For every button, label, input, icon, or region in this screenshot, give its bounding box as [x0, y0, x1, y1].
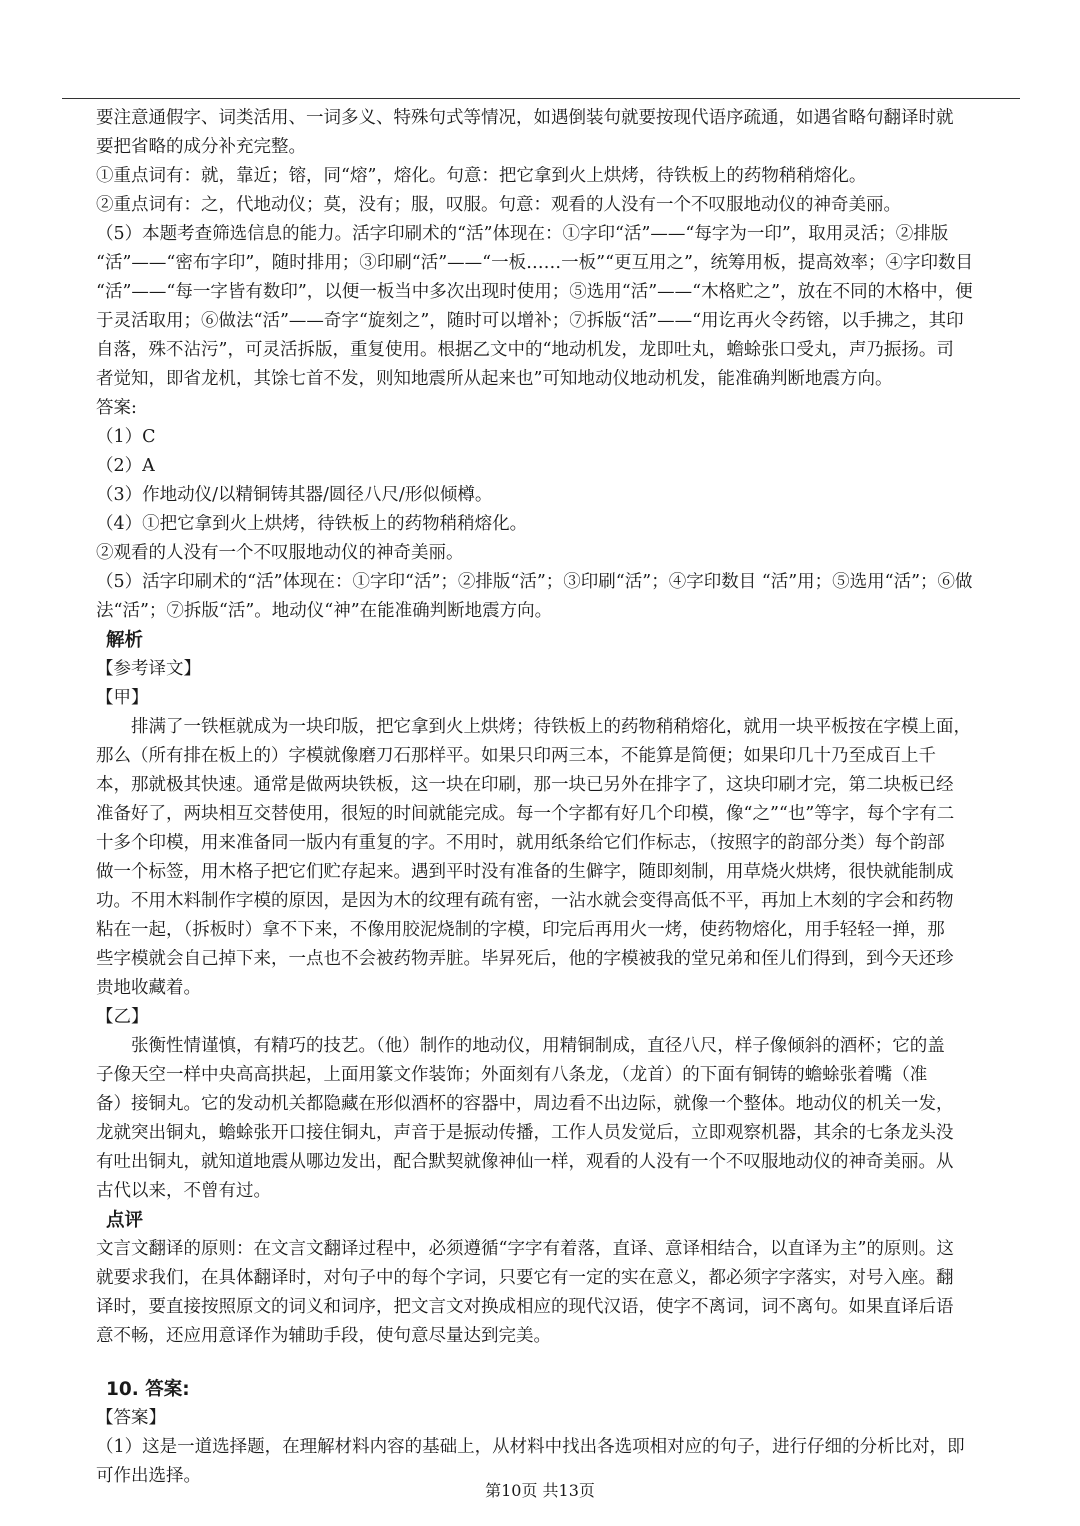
spacer	[96, 1351, 1040, 1375]
text-line: 贵地收藏着。	[96, 978, 201, 998]
text-line: 张衡性情谨慎，有精巧的技艺。（他）制作的地动仪，用精铜制成，直径八尺，样子像倾斜的酒杯；它的盖	[131, 1036, 945, 1056]
text-line: 者觉知，即省龙机，其馀七首不发，则知地震所从起来也”可知地动仪地动机发，能准确判断地震方向。	[96, 369, 893, 389]
header-rule	[62, 98, 1020, 99]
text-line: 有吐出铜丸，就知道地震从哪边发出，配合默契就像神仙一样，观看的人没有一个不叹服地动仪的神奇美丽。从	[96, 1152, 954, 1172]
text-line: ①重点词有：就，靠近；镕，同“熔”，熔化。句意：把它拿到火上烘烤，待铁板上的药物稍稍熔化。	[96, 166, 867, 186]
text-line: 文言文翻译的原则：在文言文翻译过程中，必须遵循“字字有着落，直译、意译相结合，以直译为主”的原则。这	[96, 1239, 954, 1259]
text-line: 古代以来，不曾有过。	[96, 1181, 271, 1201]
text-line: （1）C	[96, 427, 156, 447]
text-line: 就要求我们，在具体翻译时，对句子中的每个字词，只要它有一定的实在意义，都必须字字落实，对号入座。翻	[96, 1268, 954, 1288]
text-line: 【答案】	[96, 1408, 166, 1428]
text-line: 子像天空一样中央高高拱起，上面用篆文作装饰；外面刻有八条龙，（龙首）的下面有铜铸的蟾蜍张着嘴（准	[96, 1065, 928, 1085]
text-line: ②观看的人没有一个不叹服地动仪的神奇美丽。	[96, 543, 464, 563]
text-line: ②重点词有：之，代地动仪；莫，没有；服，叹服。句意：观看的人没有一个不叹服地动仪的神奇美丽。	[96, 195, 901, 215]
text-line: 法“活”；⑦拆版“活”。地动仪“神”在能准确判断地震方向。	[96, 601, 553, 621]
page-body	[96, 104, 1040, 1491]
text-line: “活”——“每一字皆有数印”，以便一板当中多次出现时使用；⑤选用“活”——“木格贮之”，放在不同的木格中，便	[96, 282, 973, 302]
text-line: 十多个印模，用来准备同一版内有重复的字。不用时，就用纸条给它们作标志，（按照字的韵部分类）每个韵部	[96, 833, 945, 853]
text-line: 些字模就会自己掉下来，一点也不会被药物弄脏。毕昇死后，他的字模被我的堂兄弟和侄儿们得到，到今天还珍	[96, 949, 954, 969]
text-line: 准备好了，两块相互交替使用，很短的时间就能完成。每一个字都有好几个印模，像“之”“也”等字，每个字有二	[96, 804, 955, 824]
text-line: 备）接铜丸。它的发动机关都隐藏在形似酒杯的容器中，周边看不出边际，就像一个整体。地动仪的机关一发，	[96, 1094, 954, 1114]
text-line: （4）①把它拿到火上烘烤，待铁板上的药物稍稍熔化。	[96, 514, 528, 534]
page-footer: 第10页 共13页	[485, 1481, 595, 1500]
text-line: （3）作地动仪/以精铜铸其器/圆径八尺/形似倾樽。	[96, 485, 493, 505]
text-line: 功。不用木料制作字模的原因，是因为木的纹理有疏有密，一沾水就会变得高低不平，再加上木刻的字会和药物	[96, 891, 954, 911]
text-line: 要注意通假字、词类活用、一词多义、特殊句式等情况，如遇倒装句就要按现代语序疏通，如遇省略句翻译时就	[96, 108, 954, 128]
text-line: 【参考译文】	[96, 659, 201, 679]
text-line: 要把省略的成分补充完整。	[96, 137, 306, 157]
text-line: 【乙】	[96, 1007, 149, 1027]
text-line: （2）A	[96, 456, 155, 476]
section-heading: 10. 答案:	[106, 1379, 190, 1400]
text-line: 答案:	[96, 398, 137, 418]
text-line: （1）这是一道选择题，在理解材料内容的基础上，从材料中找出各选项相对应的句子，进行仔细的分析比对，即	[96, 1437, 965, 1457]
text-line: 本，那就极其快速。通常是做两块铁板，这一块在印刷，那一块已另外在排字了，这块印刷才完，第二块板已经	[96, 775, 954, 795]
text-line: 那么（所有排在板上的）字模就像磨刀石那样平。如果只印两三本，不能算是简便；如果印几十乃至成百上千	[96, 746, 936, 766]
text-line: 龙就突出铜丸，蟾蜍张开口接住铜丸，声音于是振动传播，工作人员发觉后，立即观察机器，其余的七条龙头没	[96, 1123, 954, 1143]
text-line: （5）本题考查筛选信息的能力。活字印刷术的“活”体现在：①字印“活”——“每字为一印”，取用灵活；②排版	[96, 224, 949, 244]
text-line: 意不畅，还应用意译作为辅助手段，使句意尽量达到完美。	[96, 1326, 551, 1346]
section-heading: 点评	[106, 1210, 144, 1231]
section-heading: 解析	[106, 630, 144, 651]
text-line: 译时，要直接按照原文的词义和词序，把文言文对换成相应的现代汉语，使字不离词，词不离句。如果直译后语	[96, 1297, 954, 1317]
text-line: （5）活字印刷术的“活”体现在：①字印“活”；②排版“活”；③印刷“活”；④字印数目 “活”用；⑤选用“活”；⑥做	[96, 572, 973, 592]
text-line: 排满了一铁框就成为一块印版，把它拿到火上烘烤；待铁板上的药物稍稍熔化，就用一块平板按在字模上面，	[131, 717, 971, 737]
text-line: 粘在一起，（拆板时）拿不下来，不像用胶泥烧制的字模，印完后再用火一烤，使药物熔化，用手轻轻一掸，那	[96, 920, 945, 940]
text-line: 于灵活取用；⑥做法“活”——奇字“旋刻之”，随时可以增补；⑦拆版“活”——“用讫再火令药镕，以手拂之，其印	[96, 311, 964, 331]
text-line: 自落，殊不沾污”，可灵活拆版，重复使用。根据乙文中的“地动机发，龙即吐丸，蟾蜍张口受丸，声乃振扬。司	[96, 340, 954, 360]
text-line: 做一个标签，用木格子把它们贮存起来。遇到平时没有准备的生僻字，随即刻制，用草烧火烘烤，很快就能制成	[96, 862, 954, 882]
text-line: 可作出选择。	[96, 1466, 201, 1486]
text-line: “活”——“密布字印”，随时排用；③印刷“活”——“一板……一板”“更互用之”，统筹用板，提高效率；④字印数目	[96, 253, 973, 273]
text-line: 【甲】	[96, 688, 149, 708]
